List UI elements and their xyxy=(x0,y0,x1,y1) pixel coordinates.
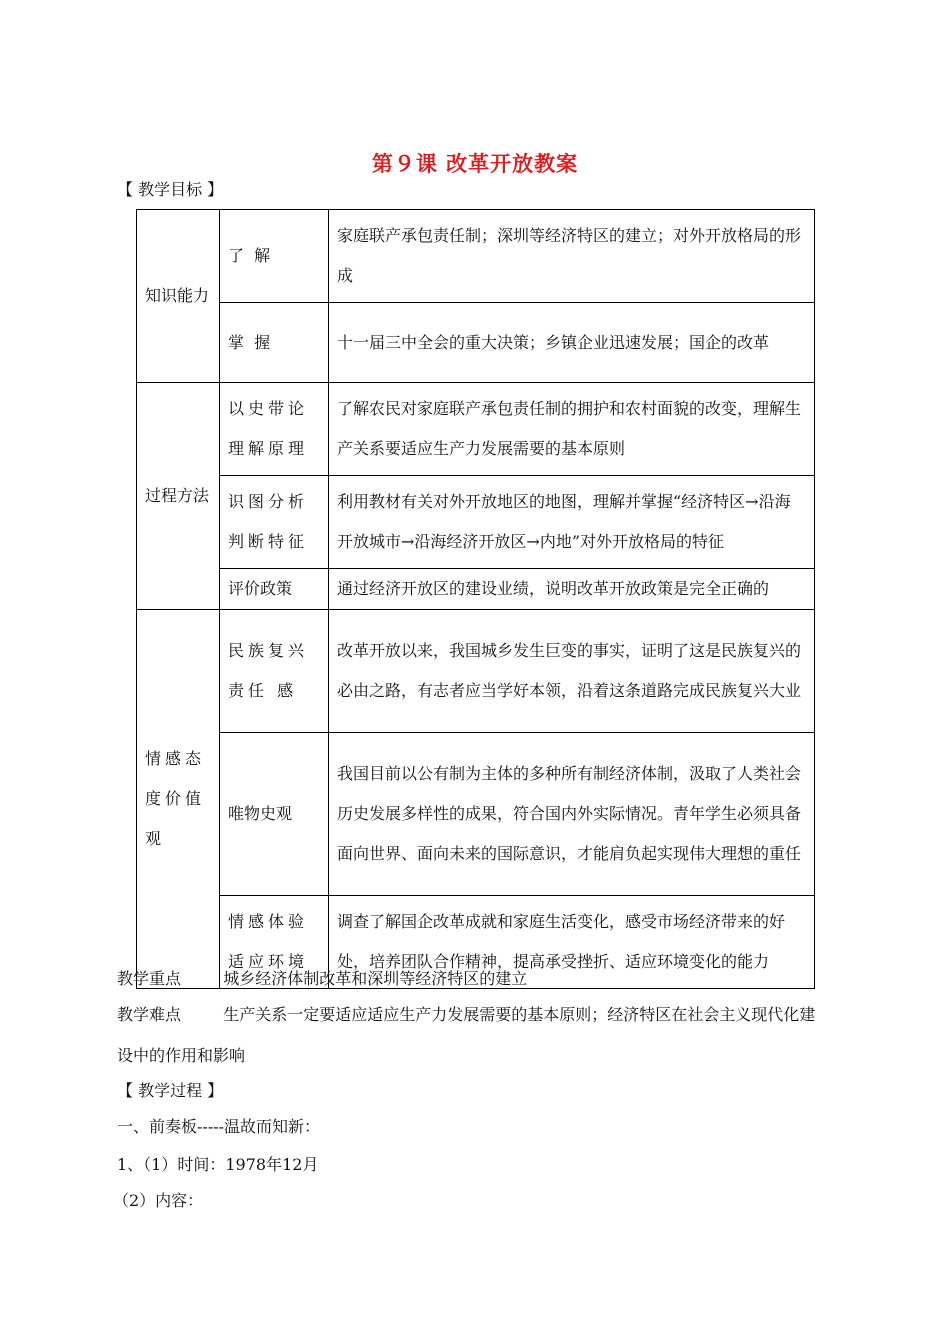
level-cell: 以史带论理解原理 xyxy=(220,383,329,476)
content-cell: 通过经济开放区的建设业绩，说明改革开放政策是完全正确的 xyxy=(329,569,815,610)
objectives-table xyxy=(136,209,815,989)
level-cell: 情感体验适应环境 xyxy=(220,896,329,989)
level-cell: 了 解 xyxy=(220,210,329,303)
category-emotion: 情感态度价值观 xyxy=(137,610,220,989)
content-cell: 我国目前以公有制为主体的多种所有制经济体制，汲取了人类社会历史发展多样性的成果，符合国内外实际情况。青年学生必须具备面向世界、面向未来的国际意识，才能肩负起实现伟大理想的重任 xyxy=(329,733,815,896)
key-point-text: 城乡经济体制改革和深圳等经济特区的建立 xyxy=(223,969,528,988)
content-cell: 十一届三中全会的重大决策；乡镇企业迅速发展；国企的改革 xyxy=(329,303,815,383)
category-process: 过程方法 xyxy=(137,383,220,610)
list-item: （2）内容： xyxy=(113,1191,204,1210)
section-heading-process: 【 教学过程 】 xyxy=(117,1081,224,1100)
content-cell: 家庭联产承包责任制；深圳等经济特区的建立；对外开放格局的形成 xyxy=(329,210,815,303)
page-title: 第９课 改革开放教案 xyxy=(371,152,579,176)
level-cell: 民族复兴责任 感 xyxy=(220,610,329,733)
content-cell: 利用教材有关对外开放地区的地图，理解并掌握“经济特区→沿海开放城市→沿海经济开放区→内地”对外开放格局的特征 xyxy=(329,476,815,569)
content-cell: 了解农民对家庭联产承包责任制的拥护和农村面貌的改变，理解生产关系要适应生产力发展需要的基本原则 xyxy=(329,383,815,476)
content-cell: 调查了解国企改革成就和家庭生活变化，感受市场经济带来的好处，培养团队合作精神，提高承受挫折、适应环境变化的能力 xyxy=(329,896,815,989)
difficulty-row xyxy=(117,1002,815,1025)
category-knowledge: 知识能力 xyxy=(137,210,220,383)
difficulty-label: 教学难点 xyxy=(117,1005,182,1024)
list-item: 1、（1）时间：1978年12月 xyxy=(117,1155,319,1174)
difficulty-text: 生产关系一定要适应适应生产力发展需要的基本原则；经济特区在社会主义现代化建 xyxy=(223,1005,816,1024)
level-cell: 掌 握 xyxy=(220,303,329,383)
level-cell: 唯物史观 xyxy=(220,733,329,896)
step-heading: 一、前奏板-----温故而知新： xyxy=(117,1117,321,1136)
content-cell: 改革开放以来，我国城乡发生巨变的事实，证明了这是民族复兴的必由之路，有志者应当学好本领，沿着这条道路完成民族复兴大业 xyxy=(329,610,815,733)
level-cell: 评价政策 xyxy=(220,569,329,610)
level-cell: 识图分析判断特征 xyxy=(220,476,329,569)
key-point-row xyxy=(117,966,527,989)
difficulty-continued: 设中的作用和影响 xyxy=(117,1046,246,1065)
section-heading-goals: 【 教学目标 】 xyxy=(117,180,224,199)
key-point-label: 教学重点 xyxy=(117,969,182,988)
